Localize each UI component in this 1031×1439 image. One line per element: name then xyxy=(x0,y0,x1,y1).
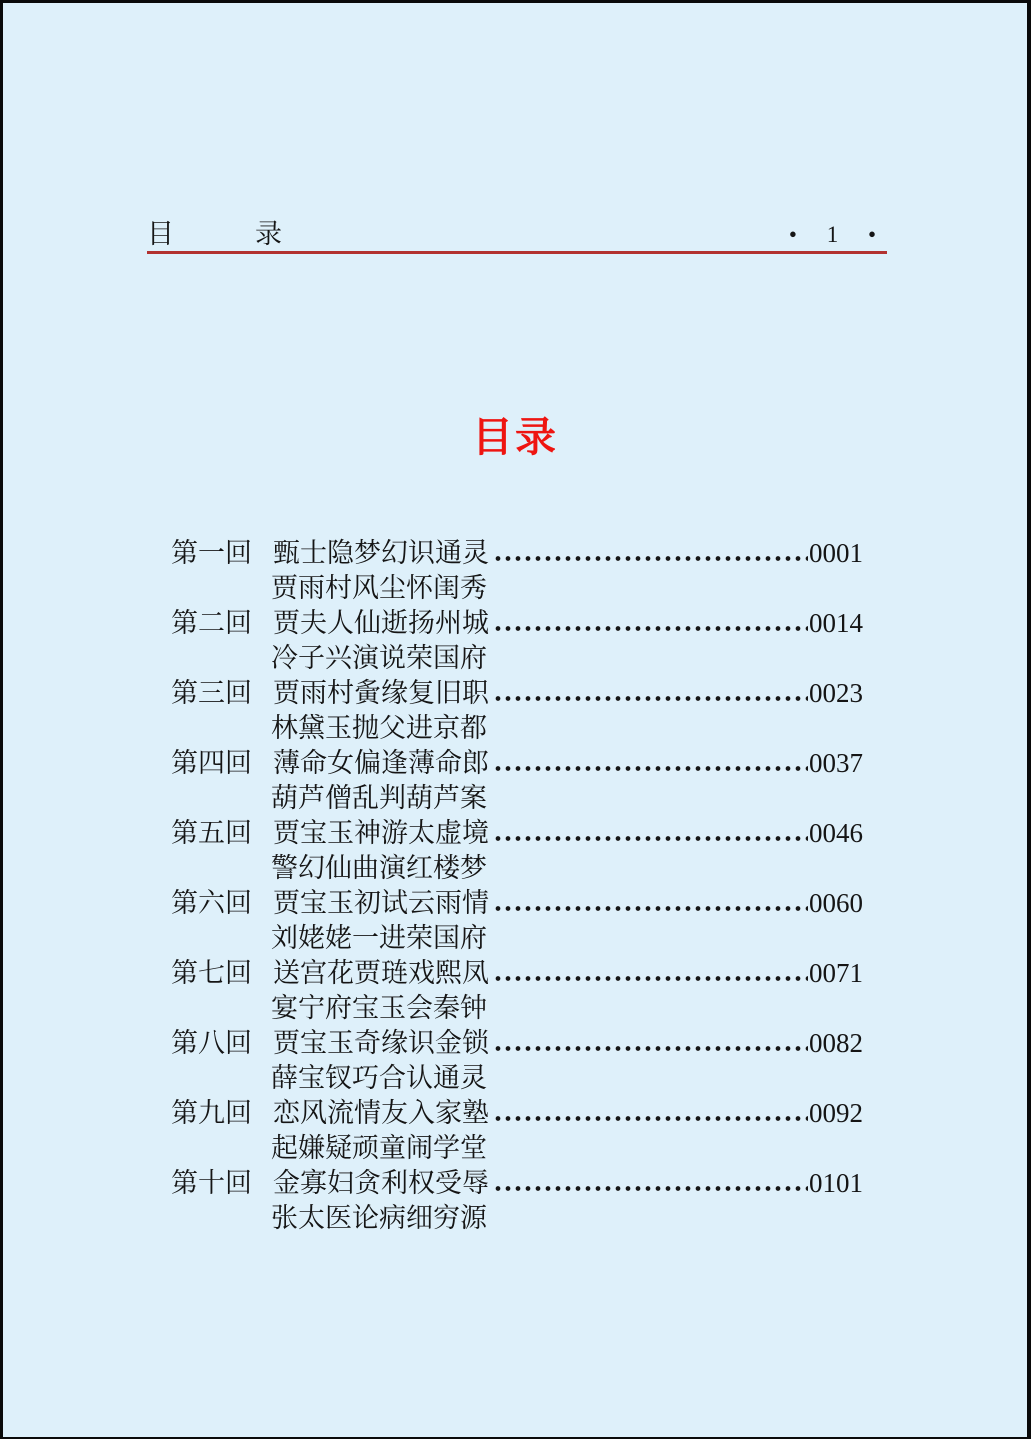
chapter-label: 第二回 xyxy=(171,608,252,638)
chapter-label: 第三回 xyxy=(171,678,252,708)
chapter-page-number: 0071 xyxy=(809,958,863,988)
chapter-label: 第四回 xyxy=(171,748,252,778)
toc-entry xyxy=(171,536,863,606)
folio-page-number: • 1 • xyxy=(788,222,885,247)
chapter-page-number: 0014 xyxy=(809,608,863,638)
toc-entry-line1 xyxy=(171,816,863,851)
chapter-title-line1: 贾宝玉初试云雨情 xyxy=(273,888,489,918)
chapter-page-number: 0037 xyxy=(809,748,863,778)
chapter-title-line2: 刘姥姥一进荣国府 xyxy=(271,923,487,953)
toc-entry xyxy=(171,746,863,816)
toc-entry-line1 xyxy=(171,956,863,991)
toc-list xyxy=(171,536,863,1236)
chapter-label: 第七回 xyxy=(171,958,252,988)
dot-leader xyxy=(493,1046,808,1051)
running-header-title: 目 录 xyxy=(147,219,282,249)
dot-leader xyxy=(493,1116,808,1121)
chapter-title-line2: 贾雨村风尘怀闺秀 xyxy=(271,573,487,603)
toc-entry-line1 xyxy=(171,606,863,641)
dot-leader xyxy=(493,836,808,841)
chapter-title-line1: 贾雨村夤缘复旧职 xyxy=(273,678,489,708)
chapter-title-line1: 恋风流情友入家塾 xyxy=(273,1098,489,1128)
chapter-title-line2: 葫芦僧乱判葫芦案 xyxy=(271,783,487,813)
chapter-title-line2: 张太医论病细穷源 xyxy=(271,1203,487,1233)
chapter-title-line1: 甄士隐梦幻识通灵 xyxy=(273,538,489,568)
toc-entry-line1 xyxy=(171,1166,863,1201)
toc-entry-line1 xyxy=(171,536,863,571)
chapter-label: 第五回 xyxy=(171,818,252,848)
chapter-label: 第六回 xyxy=(171,888,252,918)
dot-leader xyxy=(493,766,808,771)
toc-entry xyxy=(171,956,863,1026)
chapter-page-number: 0082 xyxy=(809,1028,863,1058)
chapter-title-line1: 送宫花贾琏戏熙凤 xyxy=(273,958,489,988)
chapter-page-number: 0101 xyxy=(809,1168,863,1198)
toc-entry xyxy=(171,1166,863,1236)
dot-leader xyxy=(493,1186,808,1191)
chapter-title-line2: 林黛玉抛父进京都 xyxy=(271,713,487,743)
chapter-label: 第九回 xyxy=(171,1098,252,1128)
chapter-label: 第八回 xyxy=(171,1028,252,1058)
dot-leader xyxy=(493,696,808,701)
chapter-title-line2: 冷子兴演说荣国府 xyxy=(271,643,487,673)
toc-entry xyxy=(171,886,863,956)
chapter-title-line2: 薛宝钗巧合认通灵 xyxy=(271,1063,487,1093)
toc-entry xyxy=(171,1026,863,1096)
toc-entry xyxy=(171,1096,863,1166)
toc-entry xyxy=(171,816,863,886)
chapter-title-line1: 金寡妇贪利权受辱 xyxy=(273,1168,489,1198)
chapter-title-line2: 宴宁府宝玉会秦钟 xyxy=(271,993,487,1023)
chapter-title-line2: 警幻仙曲演红楼梦 xyxy=(271,853,487,883)
chapter-title-line1: 薄命女偏逢薄命郎 xyxy=(273,748,489,778)
chapter-label: 第十回 xyxy=(171,1168,252,1198)
chapter-title-line1: 贾宝玉神游太虚境 xyxy=(273,818,489,848)
dot-leader xyxy=(493,906,808,911)
chapter-title-line2: 起嫌疑顽童闹学堂 xyxy=(271,1133,487,1163)
dot-leader xyxy=(493,556,808,561)
toc-title: 目录 xyxy=(472,414,558,460)
chapter-page-number: 0023 xyxy=(809,678,863,708)
chapter-title-line1: 贾夫人仙逝扬州城 xyxy=(273,608,489,638)
chapter-page-number: 0046 xyxy=(809,818,863,848)
toc-entry-line1 xyxy=(171,886,863,921)
toc-entry-line1 xyxy=(171,1096,863,1131)
toc-entry xyxy=(171,606,863,676)
chapter-title-line1: 贾宝玉奇缘识金锁 xyxy=(273,1028,489,1058)
toc-entry-line1 xyxy=(171,676,863,711)
toc-entry-line1 xyxy=(171,746,863,781)
toc-entry xyxy=(171,676,863,746)
chapter-page-number: 0092 xyxy=(809,1098,863,1128)
toc-entry-line1 xyxy=(171,1026,863,1061)
chapter-label: 第一回 xyxy=(171,538,252,568)
chapter-page-number: 0060 xyxy=(809,888,863,918)
chapter-page-number: 0001 xyxy=(809,538,863,568)
dot-leader xyxy=(493,626,808,631)
page-header xyxy=(147,220,887,254)
dot-leader xyxy=(493,976,808,981)
